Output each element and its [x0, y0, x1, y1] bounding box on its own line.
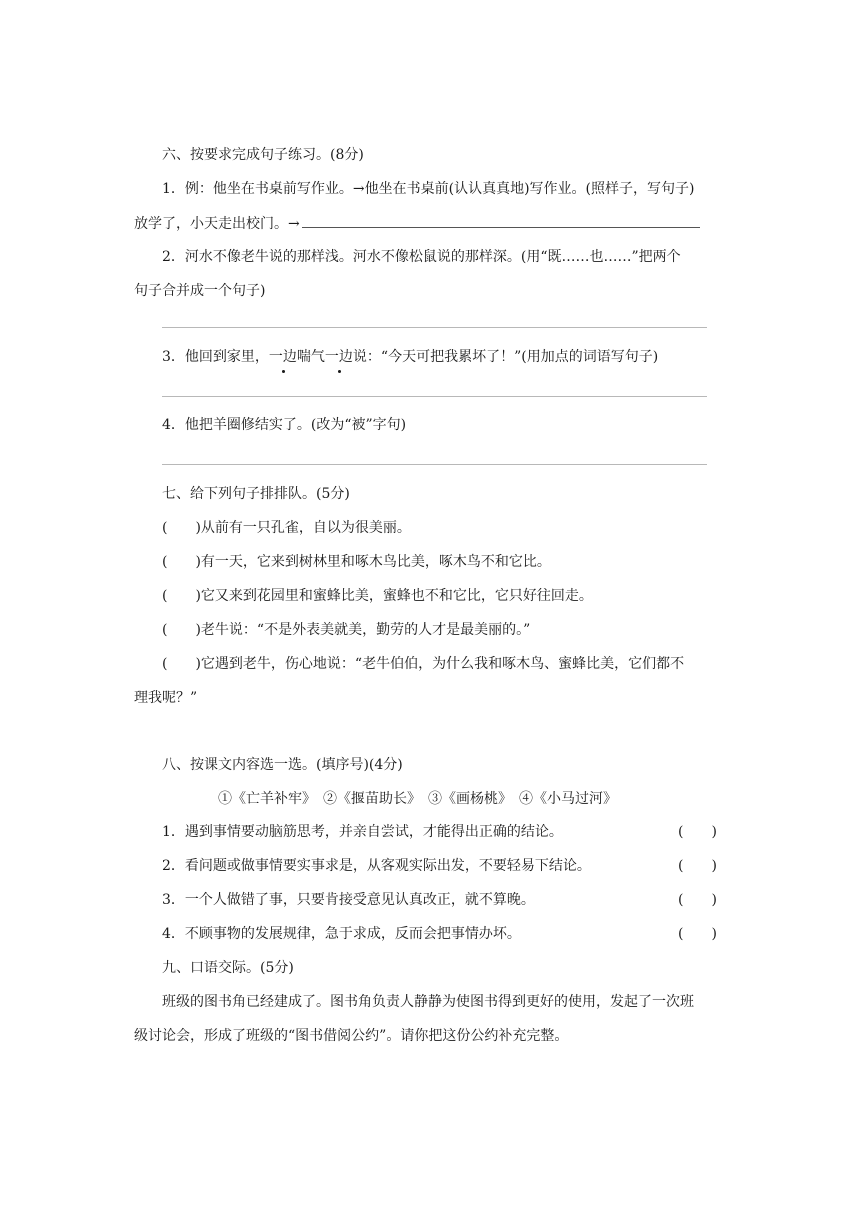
s6-q3-text-a: 3．他回到家里， [162, 349, 269, 365]
s6-q2-cont: 句子合并成一个句子) [134, 283, 266, 299]
answer-paren[interactable]: ( ) [678, 926, 717, 942]
section-7-title: 七、给下列句子排排队。(5分) [162, 486, 350, 502]
order-item[interactable]: ( )它又来到花园里和蜜蜂比美，蜜蜂也不和它比，它只好往回走。 [162, 588, 593, 604]
answer-line[interactable] [162, 327, 707, 328]
dotted-word: 一边 [324, 349, 353, 365]
section-8-title: 八、按课文内容选一选。(填序号)(4分) [162, 757, 403, 773]
choice-item: 3．一个人做错了事，只要肯接受意见认真改正，就不算晚。 [162, 892, 535, 908]
dotted-word: 一边 [268, 349, 297, 365]
choice-item: 2．看问题或做事情要实事求是，从客观实际出发，不要轻易下结论。 [162, 858, 591, 874]
s6-q3-text-b: 喘气 [296, 349, 325, 365]
answer-paren[interactable]: ( ) [678, 892, 717, 908]
s6-q1-prompt [134, 213, 700, 233]
option-list: ①《亡羊补牢》 ②《揠苗助长》 ③《画杨桃》 ④《小马过河》 [218, 791, 617, 807]
section-6-title: 六、按要求完成句子练习。(8分) [162, 147, 364, 163]
s6-q3-text-c: 说：“今天可把我累坏了！”(用加点的词语写句子) [352, 349, 659, 365]
s9-paragraph-line2: 级讨论会，形成了班级的“图书借阅公约”。请你把这份公约补充完整。 [134, 1028, 569, 1044]
answer-blank[interactable] [302, 213, 700, 228]
s9-paragraph-line1: 班级的图书角已经建成了。图书角负责人静静为使图书得到更好的使用，发起了一次班 [162, 994, 694, 1010]
answer-line[interactable] [162, 464, 707, 465]
s6-q2: 2．河水不像老牛说的那样浅。河水不像松鼠说的那样深。(用“既……也……”把两个 [162, 249, 681, 265]
order-item[interactable]: ( )从前有一只孔雀，自以为很美丽。 [162, 520, 411, 536]
s6-q4: 4．他把羊圈修结实了。(改为“被”字句) [162, 417, 407, 433]
section-9-title: 九、口语交际。(5分) [162, 960, 294, 976]
order-item[interactable]: ( )它遇到老牛，伤心地说：“老牛伯伯，为什么我和啄木鸟、蜜蜂比美，它们都不 [162, 656, 685, 672]
answer-paren[interactable]: ( ) [678, 824, 717, 840]
s6-q1-prompt-text: 放学了，小天走出校门。→ [134, 216, 300, 232]
order-item[interactable]: ( )老牛说：“不是外表美就美，勤劳的人才是最美丽的。” [162, 622, 531, 638]
answer-line[interactable] [162, 396, 707, 397]
order-item-cont: 理我呢？” [134, 690, 198, 706]
s6-q3 [162, 347, 658, 367]
choice-item: 4．不顾事物的发展规律，急于求成，反而会把事情办坏。 [162, 926, 521, 942]
answer-paren[interactable]: ( ) [678, 858, 717, 874]
order-item[interactable]: ( )有一天，它来到树林里和啄木鸟比美，啄木鸟不和它比。 [162, 554, 551, 570]
choice-item: 1．遇到事情要动脑筋思考，并亲自尝试，才能得出正确的结论。 [162, 824, 563, 840]
s6-q1: 1．例：他坐在书桌前写作业。→他坐在书桌前(认认真真地)写作业。(照样子，写句子) [162, 181, 695, 197]
